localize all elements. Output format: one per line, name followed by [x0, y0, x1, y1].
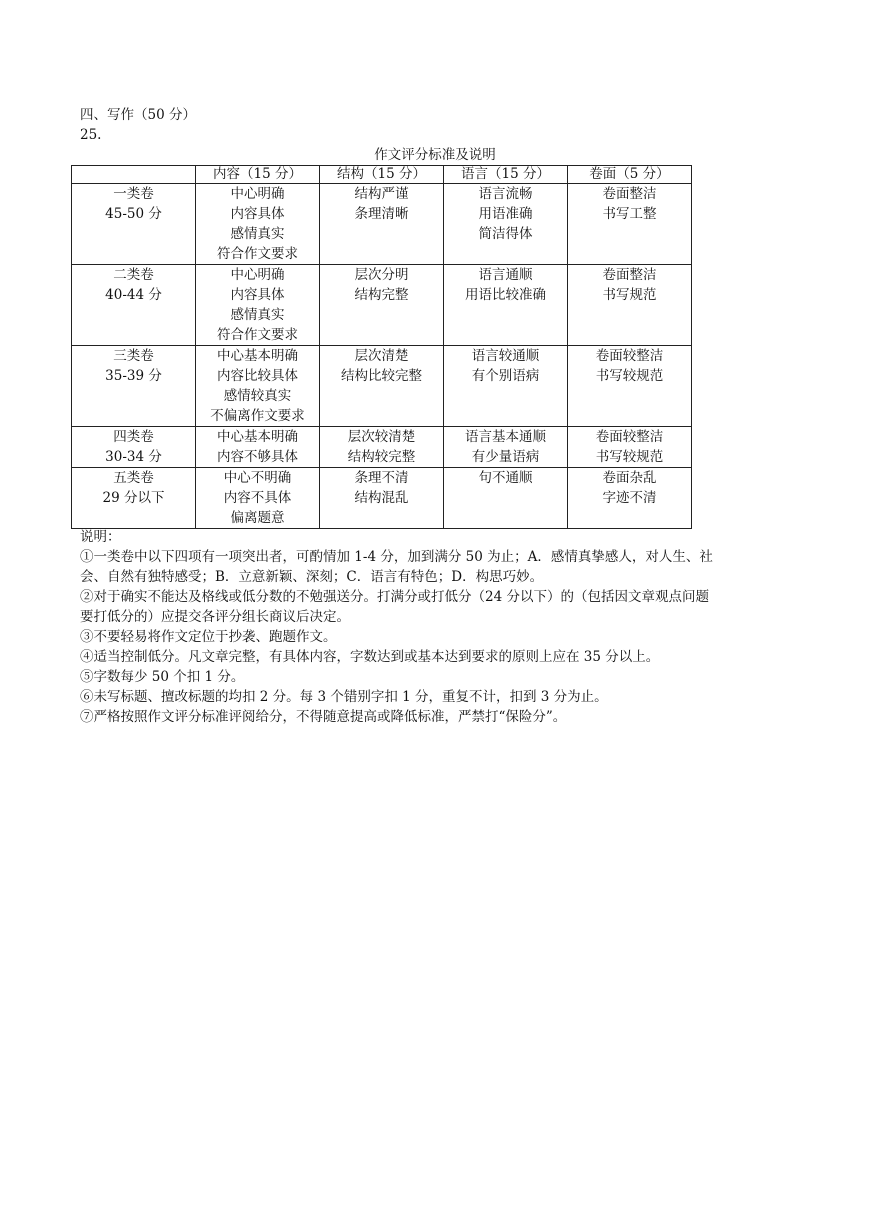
- note-item: [80, 687, 792, 707]
- content-cell: [196, 346, 320, 427]
- question-number: 25.: [80, 127, 102, 143]
- note-line: ②对于确实不能达及格线或低分数的不勉强送分。打满分或打低分（24 分以下）的（包括因文章观点问题: [80, 589, 709, 605]
- cell-text-line: 中心不明确: [223, 470, 292, 486]
- table-row: [72, 468, 692, 529]
- cell-text-line: 结构较完整: [347, 449, 416, 465]
- cell-text-line: 有少量语病: [471, 449, 540, 465]
- table-row: [72, 427, 692, 468]
- cell-text-line: 不偏离作文要求: [210, 408, 305, 424]
- cell-text-line: 书写较规范: [595, 449, 664, 465]
- note-line: ③不要轻易将作文定位于抄袭、跑题作文。: [80, 629, 337, 645]
- table-row: [72, 265, 692, 346]
- cell-text-line: 语言较通顺: [471, 348, 540, 364]
- grade-cell: [72, 427, 196, 468]
- cell-text-line: 符合作文要求: [217, 246, 298, 262]
- structure-cell: [320, 265, 444, 346]
- grade-cell: [72, 468, 196, 529]
- cell-text-line: 45-50 分: [105, 206, 162, 222]
- grade-cell: [72, 184, 196, 265]
- cell-text-line: 用语比较准确: [465, 287, 546, 303]
- structure-cell: [320, 346, 444, 427]
- cell-text-line: 层次较清楚: [347, 429, 416, 445]
- table-row: [72, 346, 692, 427]
- language-cell: [444, 184, 568, 265]
- notes-list: [80, 547, 792, 727]
- cell-text-line: 句不通顺: [478, 470, 533, 486]
- cell-text-line: 语言通顺: [478, 267, 533, 283]
- cell-text-line: 中心明确: [230, 186, 285, 202]
- cell-text-line: 内容比较具体: [217, 368, 298, 384]
- cell-text-line: 一类卷: [113, 186, 154, 202]
- cell-text-line: 30-34 分: [105, 449, 162, 465]
- cell-text-line: 语言基本通顺: [465, 429, 546, 445]
- cell-text-line: 感情较真实: [223, 388, 292, 404]
- structure-cell: [320, 427, 444, 468]
- note-item: [80, 647, 792, 667]
- note-line: 会、自然有独特感受；B．立意新颖、深刻；C．语言有特色；D．构思巧妙。: [80, 569, 544, 585]
- cell-text-line: 语言流畅: [478, 186, 533, 202]
- cell-text-line: 40-44 分: [105, 287, 162, 303]
- header-cell-language: 语言（15 分）: [444, 166, 568, 184]
- language-cell: [444, 427, 568, 468]
- cell-text-line: 29 分以下: [102, 490, 165, 506]
- table-row: [72, 184, 692, 265]
- cell-text-line: 感情真实: [230, 307, 285, 323]
- language-cell: [444, 346, 568, 427]
- presentation-cell: [568, 427, 692, 468]
- note-line: ⑦严格按照作文评分标准评阅给分，不得随意提高或降低标准，严禁打“保险分”。: [80, 709, 567, 725]
- cell-text-line: 书写工整: [602, 206, 657, 222]
- cell-text-line: 中心基本明确: [217, 429, 298, 445]
- cell-text-line: 卷面较整洁: [595, 348, 664, 364]
- notes-section: [80, 527, 792, 727]
- cell-text-line: 书写较规范: [595, 368, 664, 384]
- cell-text-line: 内容不具体: [223, 490, 292, 506]
- note-item: [80, 547, 792, 587]
- cell-text-line: 结构完整: [354, 287, 409, 303]
- cell-text-line: 结构混乱: [354, 490, 409, 506]
- cell-text-line: 符合作文要求: [217, 327, 298, 343]
- cell-text-line: 书写规范: [602, 287, 657, 303]
- cell-text-line: 偏离题意: [230, 510, 285, 526]
- presentation-cell: [568, 346, 692, 427]
- cell-text-line: 二类卷: [113, 267, 154, 283]
- cell-text-line: 条理清晰: [354, 206, 409, 222]
- note-item: [80, 627, 792, 647]
- scoring-rubric-table: [71, 165, 692, 529]
- header-cell-grade: [72, 166, 196, 184]
- header-cell-content: 内容（15 分）: [196, 166, 320, 184]
- presentation-cell: [568, 265, 692, 346]
- cell-text-line: 字迹不清: [602, 490, 657, 506]
- presentation-cell: [568, 468, 692, 529]
- cell-text-line: 五类卷: [113, 470, 154, 486]
- cell-text-line: 结构比较完整: [341, 368, 422, 384]
- note-line: ⑥未写标题、擅改标题的均扣 2 分。每 3 个错别字扣 1 分，重复不计，扣到 3 分为止。: [80, 689, 608, 705]
- presentation-cell: [568, 184, 692, 265]
- cell-text-line: 三类卷: [113, 348, 154, 364]
- language-cell: [444, 265, 568, 346]
- cell-text-line: 35-39 分: [105, 368, 162, 384]
- grade-cell: [72, 346, 196, 427]
- note-line: ④适当控制低分。凡文章完整，有具体内容，字数达到或基本达到要求的原则上应在 35 分以上。: [80, 649, 660, 665]
- content-cell: [196, 184, 320, 265]
- note-line: ⑤字数每少 50 个扣 1 分。: [80, 669, 245, 685]
- cell-text-line: 简洁得体: [478, 226, 533, 242]
- cell-text-line: 层次清楚: [354, 348, 409, 364]
- content-cell: [196, 427, 320, 468]
- grade-cell: [72, 265, 196, 346]
- language-cell: [444, 468, 568, 529]
- cell-text-line: 条理不清: [354, 470, 409, 486]
- cell-text-line: 中心明确: [230, 267, 285, 283]
- table-header-row: [72, 166, 692, 184]
- cell-text-line: 有个别语病: [471, 368, 540, 384]
- notes-title: 说明：: [80, 529, 121, 545]
- section-heading: 四、写作（50 分）: [80, 107, 196, 123]
- content-cell: [196, 468, 320, 529]
- cell-text-line: 卷面整洁: [602, 267, 657, 283]
- note-item: [80, 587, 792, 627]
- cell-text-line: 层次分明: [354, 267, 409, 283]
- note-item: [80, 707, 792, 727]
- cell-text-line: 内容不够具体: [217, 449, 298, 465]
- structure-cell: [320, 468, 444, 529]
- table-caption: 作文评分标准及说明: [374, 147, 496, 163]
- cell-text-line: 中心基本明确: [217, 348, 298, 364]
- cell-text-line: 内容具体: [230, 287, 285, 303]
- cell-text-line: 四类卷: [113, 429, 154, 445]
- header-cell-structure: 结构（15 分）: [320, 166, 444, 184]
- cell-text-line: 结构严谨: [354, 186, 409, 202]
- note-item: [80, 667, 792, 687]
- cell-text-line: 用语准确: [478, 206, 533, 222]
- cell-text-line: 卷面较整洁: [595, 429, 664, 445]
- cell-text-line: 卷面整洁: [602, 186, 657, 202]
- cell-text-line: 卷面杂乱: [602, 470, 657, 486]
- note-line: ①一类卷中以下四项有一项突出者，可酌情加 1-4 分，加到满分 50 为止；A．感情真挚感人，对人生、社: [80, 549, 713, 565]
- content-cell: [196, 265, 320, 346]
- cell-text-line: 感情真实: [230, 226, 285, 242]
- table-body: [72, 184, 692, 529]
- header-cell-presentation: 卷面（5 分）: [568, 166, 692, 184]
- cell-text-line: 内容具体: [230, 206, 285, 222]
- note-line: 要打低分的）应提交各评分组长商议后决定。: [80, 609, 350, 625]
- structure-cell: [320, 184, 444, 265]
